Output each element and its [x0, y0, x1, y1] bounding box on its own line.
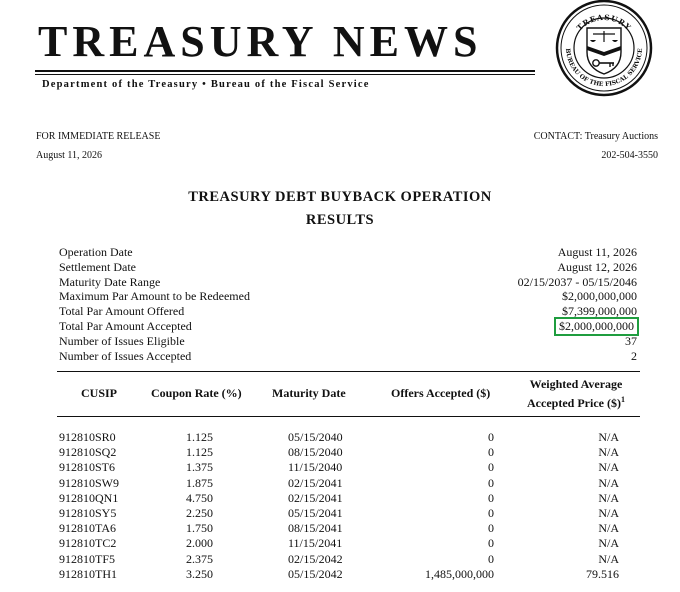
- summary-label: Operation Date: [59, 245, 133, 259]
- cell-offers-accepted: 0: [488, 536, 494, 551]
- cell-cusip: 912810QN1: [59, 490, 119, 505]
- summary-value: 2: [631, 348, 637, 363]
- cell-offers-accepted: 0: [488, 445, 494, 460]
- cell-maturity-date: 08/15/2041: [288, 521, 343, 536]
- summary-value: 02/15/2037 - 05/15/2046: [517, 274, 637, 289]
- summary-row: [59, 349, 637, 364]
- table-row: [59, 536, 639, 551]
- cell-coupon-rate: 2.000: [186, 536, 213, 551]
- cell-coupon-rate: 1.125: [186, 430, 213, 444]
- header-price-line2-wrap: [522, 392, 630, 411]
- cell-cusip: 912810SW9: [59, 475, 119, 490]
- table-row: [59, 476, 639, 491]
- cell-offers-accepted: 0: [488, 475, 494, 490]
- summary-label: Settlement Date: [59, 259, 136, 274]
- contact-label: CONTACT: Treasury Auctions: [533, 131, 658, 142]
- table-row: [59, 430, 639, 445]
- cell-accepted-price: 79.516: [586, 566, 619, 581]
- header-coupon-rate: Coupon Rate (%): [151, 386, 242, 400]
- summary-label: Number of Issues Eligible: [59, 333, 185, 348]
- svg-text:TREASURY: TREASURY: [574, 12, 634, 33]
- summary-value: August 11, 2026: [557, 245, 637, 259]
- cell-cusip: 912810SY5: [59, 505, 117, 520]
- cell-coupon-rate: 1.875: [186, 475, 213, 490]
- summary-label: Maturity Date Range: [59, 274, 161, 289]
- cell-maturity-date: 05/15/2041: [288, 505, 343, 520]
- table-row: [59, 552, 639, 567]
- document-title: TREASURY DEBT BUYBACK OPERATION: [188, 189, 492, 205]
- contact-phone: 202-504-3550: [601, 150, 658, 161]
- document-subtitle: RESULTS: [305, 212, 375, 228]
- cell-coupon-rate: 1.750: [186, 521, 213, 536]
- cell-cusip: 912810TC2: [59, 536, 117, 551]
- cell-offers-accepted: 0: [488, 460, 494, 475]
- table-row: [59, 567, 639, 582]
- cell-offers-accepted: 0: [488, 490, 494, 505]
- cell-accepted-price: N/A: [598, 430, 619, 444]
- cell-maturity-date: 02/15/2041: [288, 475, 343, 490]
- header-weighted-price: [522, 377, 630, 411]
- release-label: FOR IMMEDIATE RELEASE: [36, 131, 161, 142]
- masthead-rule-top: [35, 70, 535, 72]
- table-row: [59, 445, 639, 460]
- cell-cusip: 912810ST6: [59, 460, 116, 475]
- cell-cusip: 912810TH1: [59, 566, 117, 581]
- summary-row: [59, 275, 637, 290]
- masthead-rule-bottom: [35, 74, 535, 75]
- cell-accepted-price: N/A: [598, 445, 619, 460]
- summary-label: Maximum Par Amount to be Redeemed: [59, 289, 250, 304]
- cell-maturity-date: 02/15/2041: [288, 490, 343, 505]
- cell-accepted-price: N/A: [598, 536, 619, 551]
- summary-list: [59, 245, 637, 363]
- summary-row: [59, 289, 637, 304]
- cell-coupon-rate: 4.750: [186, 490, 213, 505]
- summary-value: 37: [625, 333, 637, 348]
- cell-offers-accepted: 0: [488, 505, 494, 520]
- cell-cusip: 912810TA6: [59, 521, 117, 536]
- cell-coupon-rate: 3.250: [186, 566, 213, 581]
- tagline: Department of the Treasury • Bureau of the Fiscal Service: [42, 79, 370, 90]
- header-offers-accepted: Offers Accepted ($): [391, 386, 491, 400]
- summary-label: Number of Issues Accepted: [59, 348, 192, 363]
- cell-accepted-price: N/A: [598, 475, 619, 490]
- cell-coupon-rate: 1.375: [186, 460, 213, 475]
- results-table-body: [59, 430, 639, 582]
- masthead-title: TREASURY NEWS: [38, 17, 483, 66]
- cell-offers-accepted: 0: [488, 551, 494, 566]
- cell-offers-accepted: 0: [488, 430, 494, 444]
- cell-offers-accepted: 1,485,000,000: [425, 566, 494, 581]
- summary-label: Total Par Amount Offered: [59, 304, 185, 319]
- cell-cusip: 912810SQ2: [59, 445, 117, 460]
- results-table-header: [57, 371, 640, 417]
- cell-maturity-date: 11/15/2041: [288, 536, 343, 551]
- cell-maturity-date: 02/15/2042: [288, 551, 343, 566]
- header-price-line1: Weighted Average: [529, 377, 623, 391]
- summary-value: $2,000,000,000: [562, 289, 637, 304]
- cell-maturity-date: 05/15/2040: [288, 430, 343, 444]
- summary-value: August 12, 2026: [557, 259, 637, 274]
- table-row: [59, 491, 639, 506]
- cell-accepted-price: N/A: [598, 460, 619, 475]
- cell-cusip: 912810TF5: [59, 551, 116, 566]
- release-date: August 11, 2026: [36, 150, 103, 161]
- header-maturity-date: Maturity Date: [272, 386, 346, 400]
- summary-value: $7,399,000,000: [562, 304, 637, 319]
- cell-accepted-price: N/A: [598, 505, 619, 520]
- cell-maturity-date: 05/15/2042: [288, 566, 343, 581]
- summary-row: [59, 319, 637, 334]
- cell-accepted-price: N/A: [598, 490, 619, 505]
- table-row: [59, 460, 639, 475]
- cell-cusip: 912810SR0: [59, 430, 116, 444]
- summary-row: [59, 260, 637, 275]
- cell-accepted-price: N/A: [598, 551, 619, 566]
- summary-row: [59, 334, 637, 349]
- cell-coupon-rate: 1.125: [186, 445, 213, 460]
- header-price-line2: Accepted Price ($): [527, 396, 621, 410]
- treasury-seal-logo: [552, 0, 656, 100]
- cell-coupon-rate: 2.375: [186, 551, 213, 566]
- cell-maturity-date: 11/15/2040: [288, 460, 343, 475]
- summary-row: [59, 304, 637, 319]
- summary-label: Total Par Amount Accepted: [59, 318, 192, 333]
- summary-value-highlighted: $2,000,000,000: [556, 319, 637, 334]
- cell-offers-accepted: 0: [488, 521, 494, 536]
- cell-maturity-date: 08/15/2040: [288, 445, 343, 460]
- table-row: [59, 506, 639, 521]
- header-cusip: CUSIP: [81, 386, 118, 400]
- footnote-marker: 1: [620, 395, 625, 404]
- summary-row: [59, 245, 637, 260]
- cell-coupon-rate: 2.250: [186, 505, 213, 520]
- table-row: [59, 521, 639, 536]
- cell-accepted-price: N/A: [598, 521, 619, 536]
- svg-text:BUREAU OF THE FISCAL SERVICE: BUREAU OF THE FISCAL SERVICE: [563, 48, 645, 89]
